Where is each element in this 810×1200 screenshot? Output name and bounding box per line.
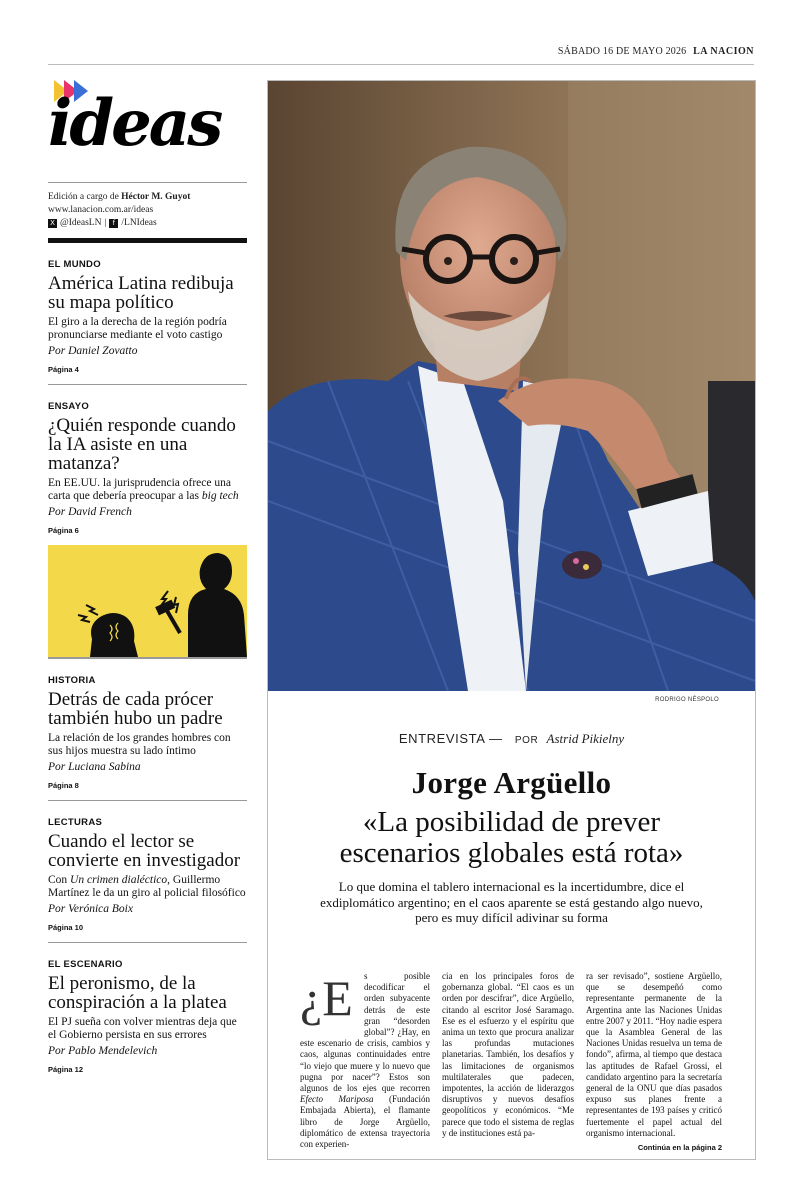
kicker-label: ENTREVISTA —: [398, 731, 503, 746]
section-logo: [48, 70, 247, 180]
facebook-handle[interactable]: /LNIdeas: [121, 218, 157, 228]
story-page: Página 10: [48, 923, 84, 932]
quote-line-2: escenarios globales está rota»: [339, 837, 684, 869]
story-historia[interactable]: [48, 658, 247, 801]
facebook-icon: f: [109, 219, 118, 228]
story-byline: Por David French: [48, 506, 132, 518]
story-byline: Por Luciana Sabina: [48, 761, 141, 773]
story-dek: El PJ sueña con volver mientras deja que el Gobierno persista en sus errores: [48, 1016, 237, 1041]
story-page: Página 6: [48, 526, 79, 535]
ensayo-illustration: [48, 545, 247, 658]
body-column-2: cia en los principales foros de gobernanza global. “El caos es un orden por descifrar”, dice Argüello, citando al escritor José Saramago. Ese es el esfuerzo y el espíritu que anima un texto que procura analizar las profundas mutaciones planetarias. También, los desafíos y las limitaciones de organismos multilaterales que padecen, impotentes, la acción de liderazgos disruptivos y nuevos desafíos geopolíticos y económicos. “Me parece que todo el sistema de reglas y de instituciones está pa-: [442, 971, 574, 1138]
byline-por: POR: [514, 735, 539, 746]
story-page: Página 4: [48, 365, 79, 374]
separator: |: [104, 218, 107, 228]
story-dek: Con Un crimen dialéctico, Guillermo Martínez le da un giro al policial filosófico: [48, 874, 246, 899]
article-lead: Lo que domina el tablero internacional es la incertidumbre, dice el exdiplomático argentino; en el caos aparente se está gestando algo nuevo, pero es muy difícil adivinar su forma: [320, 879, 703, 925]
story-headline[interactable]: ¿Quién responde cuando la IA asiste en una matanza?: [48, 415, 236, 474]
headline-quote[interactable]: [268, 807, 755, 869]
story-section: EL MUNDO: [48, 259, 101, 270]
photo-credit: RODRIGO NÉSPOLO: [655, 697, 719, 703]
sidebar: [48, 70, 247, 1084]
date-text: SÁBADO 16 DE MAYO 2026: [557, 46, 687, 57]
story-section: LECTURAS: [48, 817, 103, 828]
body-column-3: ra ser revisado”, sostiene Argüello, que se desempeñó como representante permanente de la Argentina ante las Naciones Unidas entre 2007 y 2011. “Hoy nadie espera que la Asamblea General de las Naciones Unidas resuelva un tema de fondo”, afirma, al tiempo que destaca las aptitudes de Rafael Grossi, el candidato argentino para la secretaría general de la ONU que días pasados expuso sus planes frente a representantes de 193 países y criticó fuertemente el papel actual del organismo internacional. Continúa en la página 2: [586, 971, 722, 1153]
story-page: Página 8: [48, 781, 79, 790]
section-url[interactable]: www.lanacion.com.ar/ideas: [48, 205, 154, 215]
body-column-1: ¿E s posible decodificar el orden subyacente detrás de este gran “desorden global”? ¿Hay, en este escenario de crisis, cambios y caos, algunas continuidades entre “lo viejo que muere y lo nuevo que pugna por nacer”? Estos son algunos de los ejes que recorren Efecto Mariposa (Fundación Embajada Abierta), el flamante libro de Jorge Argüello, diplomático de extensa trayectoria con experien-: [300, 970, 430, 1150]
interviewee-name: Jorge Argüello: [411, 765, 612, 800]
x-icon: X: [48, 219, 57, 228]
story-byline: Por Daniel Zovatto: [48, 345, 138, 357]
story-el-mundo[interactable]: [48, 243, 247, 385]
story-dek: La relación de los grandes hombres con sus hijos muestra su lado íntimo: [48, 732, 231, 757]
quote-line-1: «La posibilidad de prever: [362, 806, 661, 838]
story-headline[interactable]: América Latina redibuja su mapa político: [48, 273, 234, 313]
story-ensayo[interactable]: [48, 385, 247, 545]
story-byline: Por Verónica Boix: [48, 903, 133, 915]
x-handle[interactable]: @IdeasLN: [60, 218, 102, 228]
portrait-image: [268, 81, 755, 691]
section-logo-text: ideas: [48, 86, 221, 161]
social-handles: [48, 217, 247, 230]
story-byline: Por Pablo Mendelevich: [48, 1045, 158, 1057]
dateline: [558, 46, 754, 57]
story-el-escenario[interactable]: [48, 943, 247, 1084]
continues-link[interactable]: Continúa en la página 2: [637, 1143, 722, 1153]
newspaper-brand: LA NACION: [693, 46, 754, 57]
drop-cap: ¿E: [300, 970, 353, 1026]
editor-prefix: Edición a cargo de: [48, 192, 122, 202]
story-lecturas[interactable]: [48, 801, 247, 943]
story-section: ENSAYO: [48, 401, 90, 412]
header-rule: [48, 44, 754, 65]
story-headline[interactable]: El peronismo, de la conspiración a la platea: [48, 973, 227, 1013]
story-dek: El giro a la derecha de la región podría pronunciarse mediante el voto castigo: [48, 316, 227, 341]
author-name[interactable]: Astrid Pikielny: [546, 731, 625, 746]
story-section: HISTORIA: [48, 675, 96, 686]
editor-info: [48, 182, 247, 230]
article-kicker: [268, 731, 755, 747]
article-body: [300, 970, 722, 1153]
story-headline[interactable]: Detrás de cada prócer también hubo un padre: [48, 689, 223, 729]
story-dek: En EE.UU. la jurisprudencia ofrece una carta que debería preocupar a las big tech: [48, 477, 239, 502]
story-headline[interactable]: Cuando el lector se convierte en investigador: [48, 831, 241, 871]
story-section: EL ESCENARIO: [48, 959, 123, 970]
story-page: Página 12: [48, 1065, 84, 1074]
editor-name: Héctor M. Guyot: [121, 192, 191, 202]
portrait-photo: [268, 81, 755, 691]
feature-article: [267, 80, 756, 1160]
silhouette-illustration-icon: [48, 545, 247, 657]
